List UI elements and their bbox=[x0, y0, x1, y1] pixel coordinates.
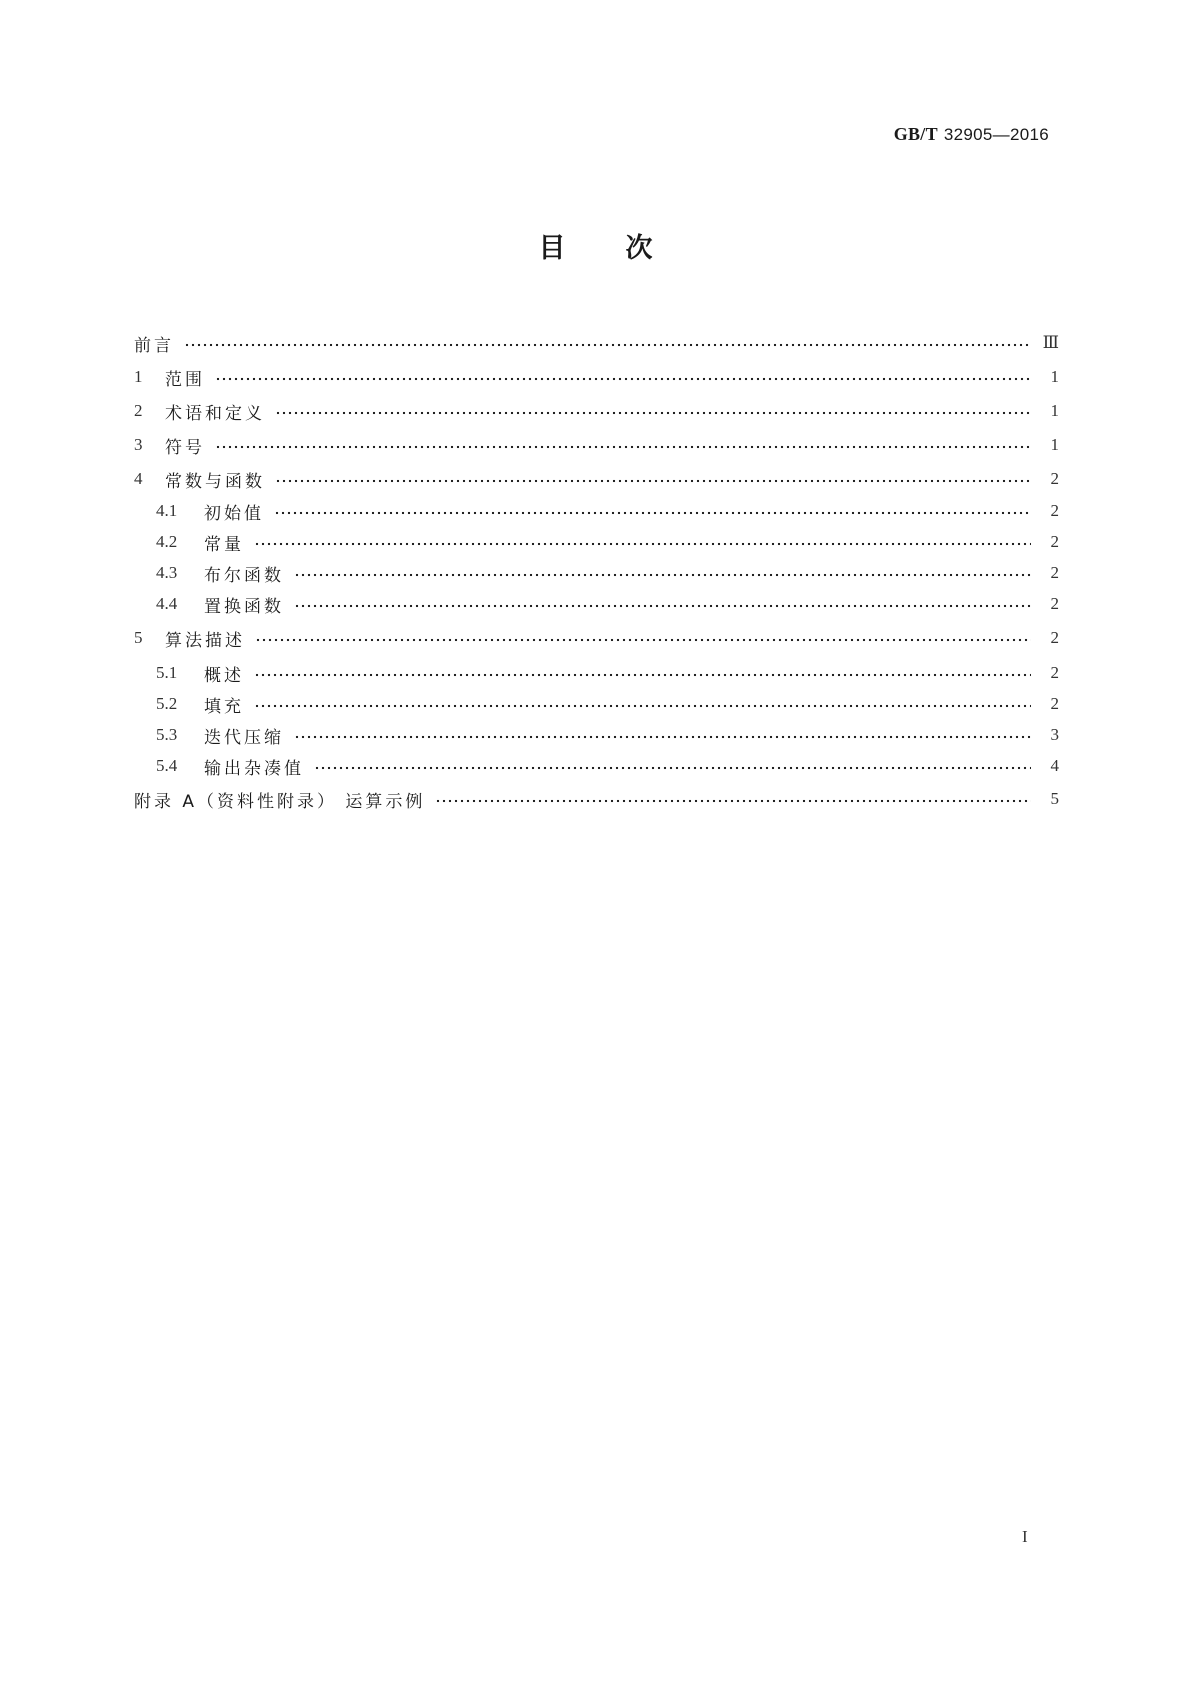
dot-leader bbox=[215, 376, 1031, 382]
toc-entry-page: 2 bbox=[1050, 628, 1059, 647]
toc-entry-label: 范围 bbox=[165, 369, 205, 390]
dot-leader bbox=[294, 572, 1031, 578]
toc-entry-label: 初始值 bbox=[204, 503, 264, 524]
toc-entry-number: 5.1 bbox=[156, 663, 178, 682]
toc-entry-label: 置换函数 bbox=[204, 596, 284, 617]
dot-leader bbox=[215, 444, 1031, 450]
toc-entry-number: 5.3 bbox=[156, 725, 178, 744]
toc-entry-4[interactable] bbox=[134, 466, 1059, 492]
toc-entry-page: 2 bbox=[1050, 663, 1059, 682]
toc-entry-3[interactable] bbox=[134, 432, 1059, 458]
toc-entry-page: 3 bbox=[1050, 725, 1059, 744]
toc-entry-4-2[interactable] bbox=[134, 529, 1059, 555]
toc-entry-label: 前言 bbox=[134, 335, 174, 356]
dot-leader bbox=[294, 734, 1031, 740]
toc-entry-number: 1 bbox=[134, 367, 143, 386]
page-title bbox=[0, 226, 1191, 265]
toc-entry-foreword[interactable] bbox=[134, 330, 1059, 356]
dot-leader bbox=[435, 798, 1031, 804]
toc-entry-number: 4.1 bbox=[156, 501, 178, 520]
dot-leader bbox=[275, 410, 1031, 416]
toc-entry-page: 2 bbox=[1050, 563, 1059, 582]
toc-entry-4-3[interactable] bbox=[134, 560, 1059, 586]
dot-leader bbox=[254, 672, 1031, 678]
toc-entry-number: 5.2 bbox=[156, 694, 178, 713]
toc-entry-page: 2 bbox=[1050, 694, 1059, 713]
dot-leader bbox=[275, 478, 1031, 484]
toc-entry-2[interactable] bbox=[134, 398, 1059, 424]
dot-leader bbox=[255, 637, 1031, 643]
toc-entry-page: Ⅲ bbox=[1042, 333, 1059, 352]
toc-entry-label: 常量 bbox=[204, 534, 244, 555]
dot-leader bbox=[274, 510, 1031, 516]
toc-entry-number: 4.2 bbox=[156, 532, 178, 551]
toc-entry-number: 4.4 bbox=[156, 594, 178, 613]
toc-entry-number: 3 bbox=[134, 435, 143, 454]
dot-leader bbox=[254, 703, 1031, 709]
toc-entry-appendix-a[interactable] bbox=[134, 786, 1059, 812]
toc-entry-5-3[interactable] bbox=[134, 722, 1059, 748]
toc-entry-label: 符号 bbox=[165, 437, 205, 458]
toc-entry-page: 1 bbox=[1050, 435, 1059, 454]
page-number: I bbox=[1022, 1527, 1028, 1546]
toc-entry-label: 常数与函数 bbox=[165, 471, 265, 492]
dot-leader bbox=[184, 342, 1031, 348]
toc-entry-label: 输出杂凑值 bbox=[204, 758, 304, 779]
toc-entry-label: 概述 bbox=[204, 665, 244, 686]
toc-entry-number: 4.3 bbox=[156, 563, 178, 582]
document-code-prefix: GB/T bbox=[893, 124, 938, 144]
toc-entry-label: 填充 bbox=[204, 696, 244, 717]
toc-entry-1[interactable] bbox=[134, 364, 1059, 390]
toc-entry-page: 4 bbox=[1050, 756, 1059, 775]
toc-entry-label: 布尔函数 bbox=[204, 565, 284, 586]
toc-entry-label: 算法描述 bbox=[165, 630, 245, 651]
toc-entry-page: 2 bbox=[1050, 469, 1059, 488]
dot-leader bbox=[294, 603, 1031, 609]
toc-entry-number: 5.4 bbox=[156, 756, 178, 775]
toc-entry-page: 2 bbox=[1050, 594, 1059, 613]
toc-entry-label: 迭代压缩 bbox=[204, 727, 284, 748]
toc-entry-label: 术语和定义 bbox=[165, 403, 265, 424]
toc-entry-number: 2 bbox=[134, 401, 143, 420]
toc-entry-4-1[interactable] bbox=[134, 498, 1059, 524]
toc-entry-page: 5 bbox=[1050, 789, 1059, 808]
toc-entry-5-4[interactable] bbox=[134, 753, 1059, 779]
toc-entry-page: 2 bbox=[1050, 501, 1059, 520]
document-code bbox=[894, 124, 1049, 145]
document-code-number: 32905—2016 bbox=[943, 125, 1049, 144]
dot-leader bbox=[254, 541, 1031, 547]
toc-entry-5-2[interactable] bbox=[134, 691, 1059, 717]
toc-entry-5-1[interactable] bbox=[134, 660, 1059, 686]
toc-entry-page: 1 bbox=[1050, 401, 1059, 420]
toc-entry-page: 1 bbox=[1050, 367, 1059, 386]
toc-entry-number: 4 bbox=[134, 469, 143, 488]
toc-entry-4-4[interactable] bbox=[134, 591, 1059, 617]
dot-leader bbox=[314, 765, 1031, 771]
toc-entry-page: 2 bbox=[1050, 532, 1059, 551]
page-title-char-2: 次 bbox=[625, 233, 653, 264]
toc-entry-label: 附录 A（资料性附录） 运算示例 bbox=[134, 791, 426, 812]
page-title-char-1: 目 bbox=[538, 233, 566, 264]
toc-entry-number: 5 bbox=[134, 628, 143, 647]
toc-entry-5[interactable] bbox=[134, 625, 1059, 651]
